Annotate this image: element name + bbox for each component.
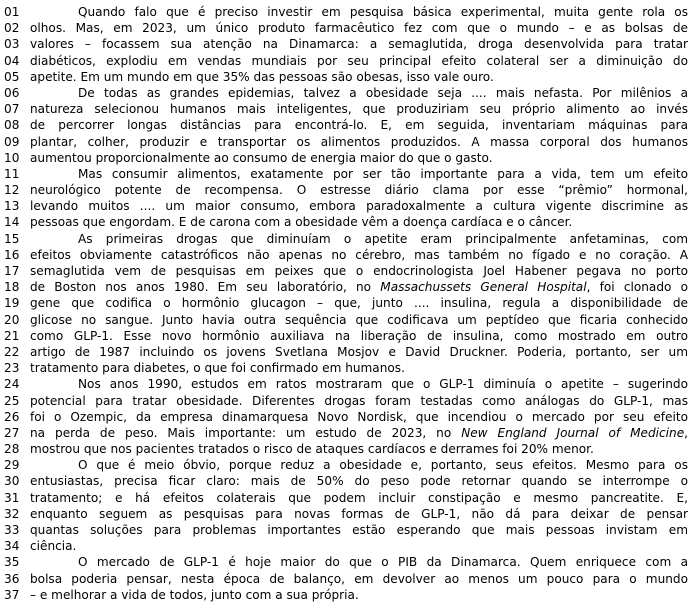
line-text (30, 538, 691, 554)
line-text (30, 214, 691, 230)
line-number: 09 (4, 134, 20, 149)
text-run: pessoas que engordam. E de carona com a obesidade vêm a doença cardíaca e o câncer. (30, 215, 573, 230)
line-text (30, 263, 691, 279)
text-line (0, 182, 691, 198)
text-run: natureza selecionou humanos mais inteligentes, que produziriam seu próprio alimento ao invés (30, 102, 688, 117)
text-line (0, 36, 691, 52)
line-number: 26 (4, 409, 20, 424)
line-number: 24 (4, 377, 20, 392)
text-run: olhos. Mas, em 2023, um único produto farmacêutico fez com que o mundo – e as bolsas de (30, 21, 688, 36)
line-text (30, 344, 691, 360)
text-run: diabéticos, explodiu em vendas mundiais por seu principal efeito colateral ser a diminuição do (30, 53, 688, 68)
italic-title: Massachussets General Hospital (380, 280, 587, 295)
text-run: potencial para tratar obesidade. Diferentes drogas foram testadas como análogas do GLP-1, mas (30, 393, 688, 408)
line-text (30, 522, 691, 538)
line-number: 37 (4, 587, 20, 602)
line-number: 21 (4, 328, 20, 343)
text-run: , (684, 425, 688, 440)
text-run: De todas as grandes epidemias, talvez a obesidade seja .... mais nefasta. Por milênios a (78, 85, 688, 100)
line-text (30, 4, 691, 20)
text-line (0, 263, 691, 279)
text-line (0, 231, 691, 247)
text-run: artigo de 1987 incluindo os jovens Svetlana Mosjov e David Druckner. Poderia, portanto, ser um (30, 344, 688, 359)
line-text (30, 457, 691, 473)
text-run: O mercado de GLP-1 é hoje maior do que o PIB da Dinamarca. Quem enriquece com a (78, 555, 688, 570)
text-run: valores – focassem sua atenção na Dinamarca: a semaglutida, droga desenvolvida para tratar (30, 37, 688, 52)
line-number: 06 (4, 85, 20, 100)
line-number: 02 (4, 21, 20, 36)
text-line (0, 20, 691, 36)
line-number: 32 (4, 506, 20, 521)
line-number: 10 (4, 150, 20, 165)
line-number: 17 (4, 264, 20, 278)
line-number: 14 (4, 215, 20, 230)
text-line (0, 214, 691, 230)
line-number: 05 (4, 69, 20, 84)
text-run: foi o Ozempic, da empresa dinamarquesa Novo Nordisk, que incendiou o mercado por seu efeito (30, 409, 688, 424)
line-number: 15 (4, 231, 20, 246)
text-line (0, 409, 691, 425)
line-number: 07 (4, 102, 20, 117)
text-run: na perda de peso. Mais importante: um estudo de 2023, no (30, 425, 462, 440)
line-text (30, 360, 691, 376)
text-line (0, 522, 691, 538)
line-text (30, 69, 691, 85)
line-number: 01 (4, 5, 20, 19)
text-line (0, 376, 691, 392)
line-text (30, 182, 691, 198)
line-number: 31 (4, 490, 20, 505)
text-line (0, 85, 691, 101)
line-text (30, 247, 691, 263)
text-run: de percorrer longas distâncias para encontrá-lo. E, em seguida, inventariam máquinas para (30, 118, 688, 133)
line-text (30, 473, 691, 489)
text-run: como GLP-1. Esse novo hormônio auxiliava na liberação de insulina, como mostrado em outro (30, 328, 688, 343)
line-text (30, 376, 691, 392)
text-line (0, 506, 691, 522)
line-number: 28 (4, 442, 20, 457)
line-text (30, 231, 691, 247)
text-run: apetite. Em um mundo em que 35% das pessoas são obesas, isso vale ouro. (30, 69, 494, 84)
text-run: plantar, colher, produzir e transportar os alimentos produzidos. A massa corporal dos humanos (30, 134, 688, 149)
text-run: , foi clonado o (586, 280, 688, 295)
text-run: neurológico potente de recompensa. O estresse diário clama por esse “prêmio” hormonal, (30, 183, 688, 198)
text-run: bolsa poderia pensar, nesta época de balanço, em devolver ao menos um pouco para o mundo (30, 571, 688, 586)
line-number: 19 (4, 296, 20, 311)
text-line (0, 425, 691, 441)
text-run: glicose no sangue. Junto havia outra sequência que codificava um peptídeo que ficaria conhecido (30, 312, 688, 327)
line-text (30, 587, 691, 603)
text-line (0, 134, 691, 150)
text-run: tratamento para diabetes, o que foi confirmado em humanos. (30, 361, 405, 376)
line-text (30, 554, 691, 570)
italic-title: New England Journal of Medicine (461, 425, 685, 440)
line-number: 30 (4, 474, 20, 489)
line-text (30, 117, 691, 133)
text-line (0, 69, 691, 85)
text-run: Nos anos 1990, estudos em ratos mostraram que o GLP-1 diminuía o apetite – sugerindo (78, 377, 688, 392)
line-text (30, 312, 691, 328)
line-number: 16 (4, 247, 20, 262)
line-text (30, 425, 691, 441)
text-line (0, 393, 691, 409)
line-number: 20 (4, 312, 20, 327)
text-line (0, 198, 691, 214)
text-run: mostrou que nos pacientes tratados o risco de ataques cardíacos e derrames foi 20% menor. (30, 442, 594, 457)
text-line (0, 441, 691, 457)
line-number: 22 (4, 344, 20, 359)
text-line (0, 457, 691, 473)
line-text (30, 166, 691, 182)
line-text (30, 36, 691, 52)
text-line (0, 101, 691, 117)
numbered-text-document (0, 4, 691, 603)
line-text (30, 295, 691, 311)
line-number: 34 (4, 539, 20, 554)
line-text (30, 328, 691, 344)
line-text (30, 198, 691, 214)
line-text (30, 506, 691, 522)
line-text (30, 101, 691, 117)
text-line (0, 587, 691, 603)
line-number: 03 (4, 37, 20, 52)
text-line (0, 53, 691, 69)
line-number: 11 (4, 166, 20, 181)
line-text (30, 441, 691, 457)
line-text (30, 393, 691, 409)
line-text (30, 571, 691, 587)
line-number: 13 (4, 199, 20, 214)
text-line (0, 490, 691, 506)
text-line (0, 166, 691, 182)
line-number: 04 (4, 53, 20, 68)
text-line (0, 571, 691, 587)
text-run: tratamento; e há efeitos colaterais que podem incluir constipação e mesmo pancreatite. E, (30, 490, 688, 505)
text-run: Quando falo que é preciso investir em pesquisa básica experimental, muita gente rola os (78, 5, 688, 19)
line-number: 23 (4, 361, 20, 376)
text-line (0, 247, 691, 263)
text-run: entusiastas, precisa ficar claro: mais de 50% do peso pode retornar quando se interrompe o (30, 474, 688, 489)
text-run: ciência. (30, 539, 77, 554)
text-line (0, 117, 691, 133)
line-text (30, 279, 691, 295)
line-text (30, 409, 691, 425)
text-run: gene que codifica o hormônio glucagon – que, junto .... insulina, regula a disponibilidade de (30, 296, 688, 311)
text-run: – e melhorar a vida de todos, junto com a sua própria. (30, 587, 359, 602)
text-line (0, 473, 691, 489)
text-line (0, 150, 691, 166)
line-number: 36 (4, 571, 20, 586)
text-line (0, 4, 691, 20)
text-line (0, 554, 691, 570)
line-number: 35 (4, 555, 20, 570)
text-run: As primeiras drogas que diminuíam o apetite eram principalmente anfetaminas, com (78, 231, 688, 246)
line-text (30, 134, 691, 150)
text-run: Mas consumir alimentos, exatamente por ser tão importante para a vida, tem um efeito (78, 166, 688, 181)
text-line (0, 295, 691, 311)
line-text (30, 20, 691, 36)
line-text (30, 490, 691, 506)
text-line (0, 312, 691, 328)
line-number: 27 (4, 425, 20, 440)
text-line (0, 328, 691, 344)
text-run: enquanto seguem as pesquisas para novas formas de GLP-1, não dá para deixar de pensar (30, 506, 688, 521)
text-run: levando muitos .... um maior consumo, embora paradoxalmente a cultura vigente discrimine as (30, 199, 688, 214)
text-line (0, 279, 691, 295)
text-run: de Boston nos anos 1980. Em seu laboratório, no (30, 280, 381, 295)
text-line (0, 360, 691, 376)
line-number: 25 (4, 393, 20, 408)
line-text (30, 53, 691, 69)
text-run: O que é meio óbvio, porque reduz a obesidade e, portanto, seus efeitos. Mesmo para os (78, 458, 688, 473)
line-text (30, 150, 691, 166)
text-run: efeitos obviamente catastróficos não apenas no cérebro, mas também no fígado e no coração. A (30, 247, 688, 262)
text-line (0, 538, 691, 554)
line-number: 12 (4, 183, 20, 198)
text-run: semaglutida vem de pesquisas em peixes que o endocrinologista Joel Habener pegava no porto (30, 264, 688, 278)
line-number: 18 (4, 280, 20, 295)
line-number: 29 (4, 458, 20, 473)
text-run: quantas soluções para problemas importantes estão esperando que mais pessoas invistam em (30, 523, 688, 537)
line-number: 08 (4, 118, 20, 133)
text-line (0, 344, 691, 360)
text-run: aumentou proporcionalmente ao consumo de energia maior do que o gasto. (30, 150, 493, 165)
line-text (30, 85, 691, 101)
line-number: 33 (4, 523, 20, 537)
